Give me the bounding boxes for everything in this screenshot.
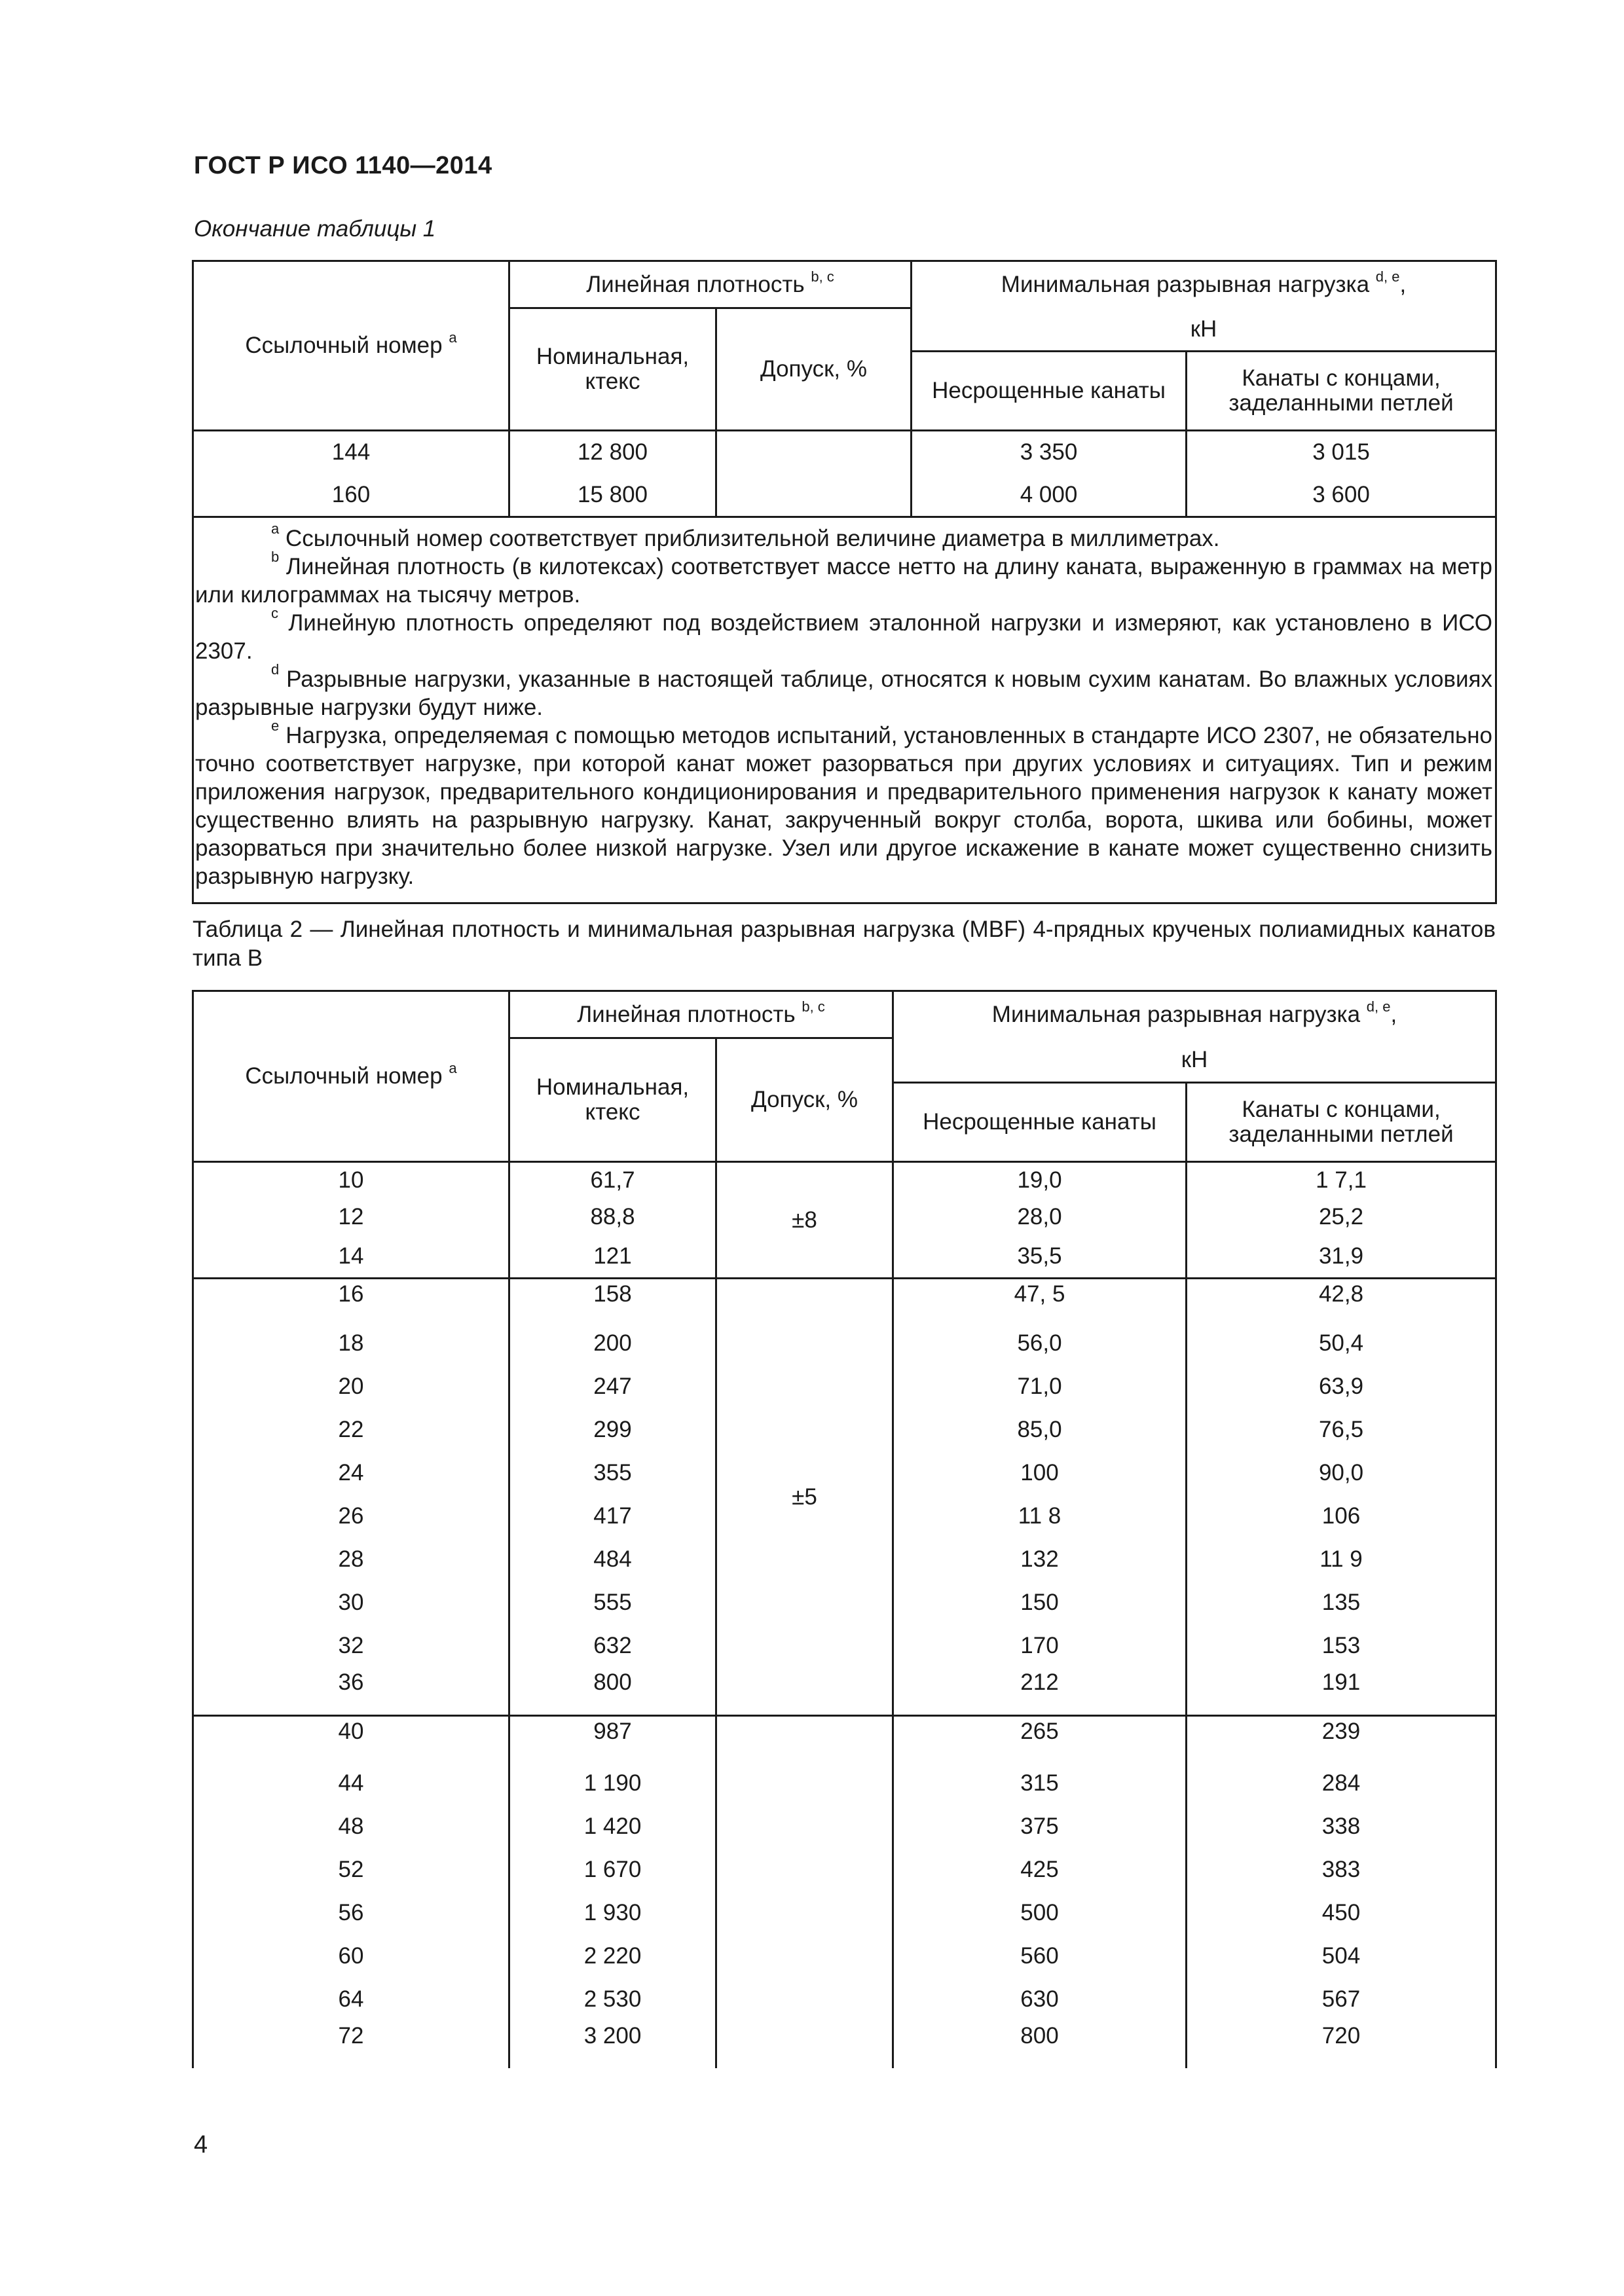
table2-header-linear-density: Линейная плотность $^{b, c}$ bbox=[509, 991, 893, 1038]
table2-cell-spliced: 153 bbox=[1187, 1624, 1496, 1667]
table2-header-spliced: Канаты с концами, заделанными петлей bbox=[1187, 1083, 1496, 1162]
table2-cell-nominal: 417 bbox=[509, 1495, 716, 1538]
table2-cell-spliced: 11 9 bbox=[1187, 1538, 1496, 1581]
table2-cell-nominal: 200 bbox=[509, 1322, 716, 1365]
table2-cell-nominal: 632 bbox=[509, 1624, 716, 1667]
table-row bbox=[193, 1162, 1496, 1199]
table1-header-tolerance: Допуск, % bbox=[716, 308, 912, 431]
table2-cell-nominal: 355 bbox=[509, 1451, 716, 1495]
table1-header-mbf: Минимальная разрывная нагрузка $^{d, e}$, bbox=[912, 261, 1496, 308]
table1-note-b: $^b$ Линейная плотность (в килотексах) соответствует массе нетто на длину каната, выраженную в граммах на метр или килограммах на тысячу метров. bbox=[195, 549, 1492, 608]
table2-cell-nominal: 299 bbox=[509, 1408, 716, 1451]
table2-header-unit: кН bbox=[893, 1038, 1496, 1083]
table2-cell-nominal: 555 bbox=[509, 1581, 716, 1624]
table2-cell-unspliced: 47, 5 bbox=[893, 1279, 1187, 1322]
table1-header-unspliced: Несрощенные канаты bbox=[912, 352, 1187, 431]
table-row bbox=[193, 1716, 1496, 1762]
table2-cell-unspliced: 170 bbox=[893, 1624, 1187, 1667]
table2-cell-unspliced: 28,0 bbox=[893, 1199, 1187, 1235]
table1-header-ref: Ссылочный номер $^a$ bbox=[193, 261, 509, 431]
table1-cell-unspliced: 4 000 bbox=[912, 474, 1187, 517]
table2-cell-unspliced: 315 bbox=[893, 1762, 1187, 1805]
table2-cell-unspliced: 212 bbox=[893, 1667, 1187, 1716]
table2-cell-spliced: 1 7,1 bbox=[1187, 1162, 1496, 1199]
table1-note-c: $^c$ Линейную плотность определяют под воздействием эталонной нагрузки и измеряют, как установлено в ИСО 2307. bbox=[195, 605, 1492, 664]
table2-cell-ref: 16 bbox=[193, 1279, 509, 1322]
table1-cell-unspliced: 3 350 bbox=[912, 431, 1187, 474]
table2-cell-nominal: 121 bbox=[509, 1235, 716, 1279]
table2-cell-nominal: 1 190 bbox=[509, 1762, 716, 1805]
table2-cell-unspliced: 100 bbox=[893, 1451, 1187, 1495]
table2-cell-ref: 32 bbox=[193, 1624, 509, 1667]
table2-cell-ref: 22 bbox=[193, 1408, 509, 1451]
table2-cell-nominal: 484 bbox=[509, 1538, 716, 1581]
table2-cell-unspliced: 265 bbox=[893, 1716, 1187, 1762]
table2-cell-spliced: 90,0 bbox=[1187, 1451, 1496, 1495]
table2-cell-unspliced: 630 bbox=[893, 1978, 1187, 2021]
table1-cell-spliced: 3 600 bbox=[1187, 474, 1496, 517]
table2-cell-unspliced: 800 bbox=[893, 2021, 1187, 2068]
table2-cell-ref: 26 bbox=[193, 1495, 509, 1538]
table-row bbox=[193, 431, 1496, 474]
table2-cell-nominal: 1 420 bbox=[509, 1805, 716, 1848]
table1-note-e: $^e$ Нагрузка, определяемая с помощью методов испытаний, установленных в стандарте ИСО 2307, не обязательно точно соответствует нагрузке, при которой канат может разорваться при других условиях и ситуациях. Тип и режим приложения нагрузок, предварительного кондиционирования и предварительного применения нагрузок к канату может существенно влиять на разрывную нагрузку. Канат, закрученный вокруг столба, ворота, шкива или бобины, может разорваться при значительно более низкой нагрузке. Узел или другое искажение в канате может существенно снизить разрывную нагрузку. bbox=[195, 718, 1493, 889]
table1-cell-tolerance bbox=[716, 431, 912, 517]
table2-caption: Таблица 2 — Линейная плотность и минимальная разрывная нагрузка (MBF) 4-прядных крученых полиамидных канатов типа В bbox=[193, 917, 1496, 971]
table2-cell-unspliced: 56,0 bbox=[893, 1322, 1187, 1365]
table2-cell-nominal: 800 bbox=[509, 1667, 716, 1716]
table1-header-nominal: Номинальная, ктекс bbox=[509, 308, 716, 431]
table2-header-nominal: Номинальная, ктекс bbox=[509, 1038, 716, 1162]
table2-cell-spliced: 338 bbox=[1187, 1805, 1496, 1848]
table-row bbox=[193, 1279, 1496, 1322]
table2-cell-ref: 24 bbox=[193, 1451, 509, 1495]
table2-header-mbf: Минимальная разрывная нагрузка $^{d, e}$, bbox=[893, 991, 1496, 1038]
table1-notes bbox=[193, 517, 1496, 903]
table1-header-unit: кН bbox=[912, 308, 1496, 352]
table2-cell-unspliced: 132 bbox=[893, 1538, 1187, 1581]
table2-cell-spliced: 76,5 bbox=[1187, 1408, 1496, 1451]
table1-header-spliced: Канаты с концами, заделанными петлей bbox=[1187, 352, 1496, 431]
table1-cell-ref: 144 bbox=[193, 431, 509, 474]
table2-cell-spliced: 720 bbox=[1187, 2021, 1496, 2068]
table1-note-d: $^d$ Разрывные нагрузки, указанные в настоящей таблице, относятся к новым сухим канатам. Во влажных условиях разрывные нагрузки будут ниже. bbox=[195, 661, 1493, 720]
table2-cell-unspliced: 500 bbox=[893, 1891, 1187, 1935]
table2-cell-unspliced: 71,0 bbox=[893, 1365, 1187, 1408]
table2-cell-unspliced: 150 bbox=[893, 1581, 1187, 1624]
table2-cell-nominal: 247 bbox=[509, 1365, 716, 1408]
table2-cell-spliced: 42,8 bbox=[1187, 1279, 1496, 1322]
table2-cell-spliced: 135 bbox=[1187, 1581, 1496, 1624]
table2-cell-tolerance bbox=[716, 1716, 893, 2068]
table2-cell-spliced: 504 bbox=[1187, 1935, 1496, 1978]
table2-cell-tolerance: ±5 bbox=[716, 1279, 893, 1716]
table2-cell-unspliced: 19,0 bbox=[893, 1162, 1187, 1199]
table2-cell-ref: 30 bbox=[193, 1581, 509, 1624]
table2-cell-spliced: 191 bbox=[1187, 1667, 1496, 1716]
table2-cell-ref: 18 bbox=[193, 1322, 509, 1365]
table2-cell-spliced: 31,9 bbox=[1187, 1235, 1496, 1279]
table2-cell-unspliced: 425 bbox=[893, 1848, 1187, 1891]
table2-cell-spliced: 63,9 bbox=[1187, 1365, 1496, 1408]
table1-header-linear-density: Линейная плотность $^{b, c}$ bbox=[509, 261, 912, 308]
table2-cell-ref: 44 bbox=[193, 1762, 509, 1805]
table1 bbox=[192, 260, 1497, 904]
table2-cell-ref: 60 bbox=[193, 1935, 509, 1978]
table1-continuation-caption: Окончание таблицы 1 bbox=[194, 216, 436, 242]
table2-cell-ref: 64 bbox=[193, 1978, 509, 2021]
table2-cell-unspliced: 85,0 bbox=[893, 1408, 1187, 1451]
table2-cell-ref: 48 bbox=[193, 1805, 509, 1848]
table1-note-a: $^a$ Ссылочный номер соответствует приблизительной величине диаметра в миллиметрах. bbox=[271, 520, 1220, 551]
table2-cell-spliced: 567 bbox=[1187, 1978, 1496, 2021]
table2-cell-unspliced: 11 8 bbox=[893, 1495, 1187, 1538]
table2-cell-ref: 12 bbox=[193, 1199, 509, 1235]
table2-cell-nominal: 987 bbox=[509, 1716, 716, 1762]
table2-cell-nominal: 2 530 bbox=[509, 1978, 716, 2021]
table2-cell-tolerance: ±8 bbox=[716, 1162, 893, 1279]
table2-cell-spliced: 25,2 bbox=[1187, 1199, 1496, 1235]
table1-cell-nominal: 12 800 bbox=[509, 431, 716, 474]
table2-cell-nominal: 1 930 bbox=[509, 1891, 716, 1935]
table2-cell-ref: 10 bbox=[193, 1162, 509, 1199]
table2-cell-ref: 40 bbox=[193, 1716, 509, 1762]
page-number: 4 bbox=[194, 2131, 208, 2159]
table2-cell-ref: 14 bbox=[193, 1235, 509, 1279]
table2-cell-nominal: 61,7 bbox=[509, 1162, 716, 1199]
table2 bbox=[192, 990, 1497, 2068]
table2-cell-ref: 72 bbox=[193, 2021, 509, 2068]
table2-cell-ref: 56 bbox=[193, 1891, 509, 1935]
table2-cell-ref: 28 bbox=[193, 1538, 509, 1581]
table2-cell-nominal: 88,8 bbox=[509, 1199, 716, 1235]
table2-cell-spliced: 50,4 bbox=[1187, 1322, 1496, 1365]
table2-cell-ref: 20 bbox=[193, 1365, 509, 1408]
table2-cell-ref: 36 bbox=[193, 1667, 509, 1716]
table2-cell-nominal: 1 670 bbox=[509, 1848, 716, 1891]
table1-cell-spliced: 3 015 bbox=[1187, 431, 1496, 474]
table2-cell-unspliced: 375 bbox=[893, 1805, 1187, 1848]
table2-cell-nominal: 3 200 bbox=[509, 2021, 716, 2068]
table2-header-ref: Ссылочный номер $^a$ bbox=[193, 991, 509, 1162]
table2-cell-ref: 52 bbox=[193, 1848, 509, 1891]
table2-cell-spliced: 239 bbox=[1187, 1716, 1496, 1762]
table2-header-tolerance: Допуск, % bbox=[716, 1038, 893, 1162]
table2-cell-nominal: 2 220 bbox=[509, 1935, 716, 1978]
table1-cell-ref: 160 bbox=[193, 474, 509, 517]
table2-cell-spliced: 383 bbox=[1187, 1848, 1496, 1891]
table2-cell-unspliced: 35,5 bbox=[893, 1235, 1187, 1279]
table2-cell-spliced: 106 bbox=[1187, 1495, 1496, 1538]
document-title: ГОСТ Р ИСО 1140—2014 bbox=[194, 152, 492, 179]
table2-cell-spliced: 284 bbox=[1187, 1762, 1496, 1805]
table2-cell-nominal: 158 bbox=[509, 1279, 716, 1322]
table1-cell-nominal: 15 800 bbox=[509, 474, 716, 517]
table2-cell-spliced: 450 bbox=[1187, 1891, 1496, 1935]
table2-header-unspliced: Несрощенные канаты bbox=[893, 1083, 1187, 1162]
table2-cell-unspliced: 560 bbox=[893, 1935, 1187, 1978]
